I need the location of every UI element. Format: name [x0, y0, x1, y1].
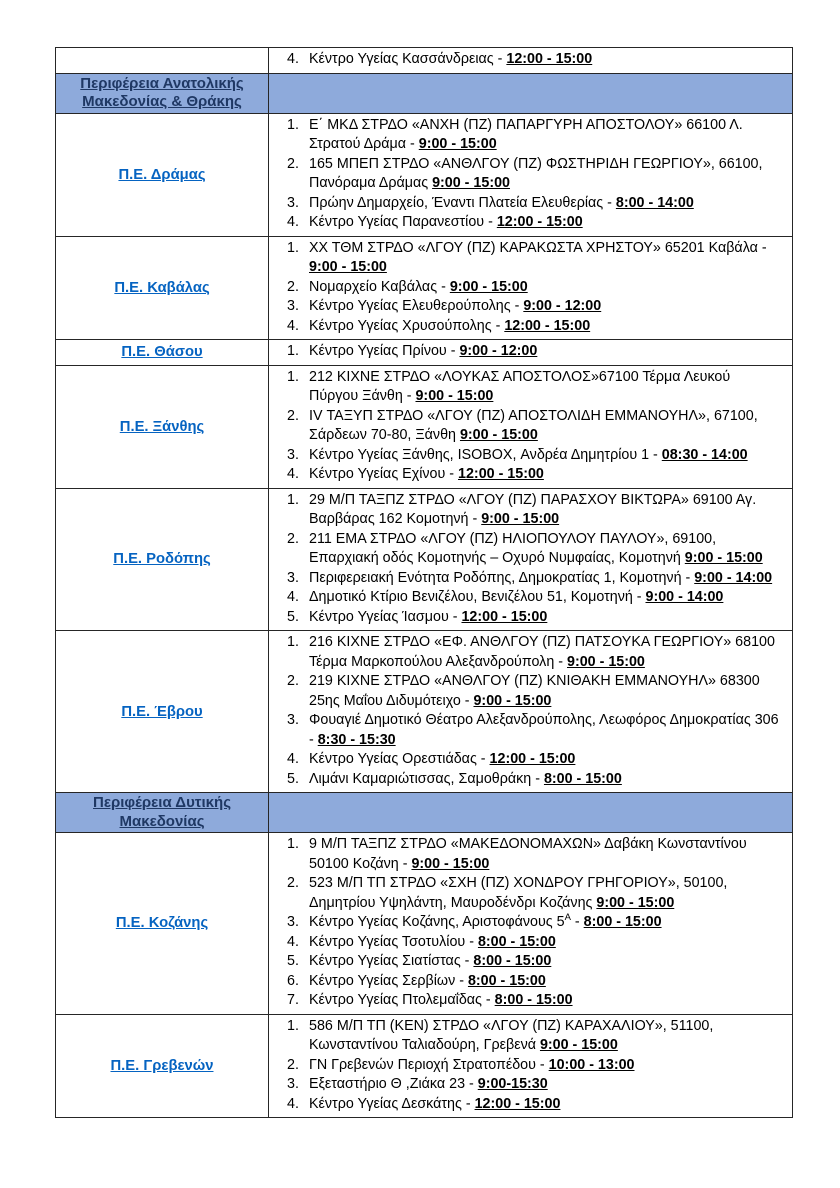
location-item: 1. Κέντρο Υγείας Πρίνου - 9:00 - 12:00 [287, 342, 780, 362]
opening-hours: 9:00 - 15:00 [411, 855, 490, 872]
opening-hours: 8:00 - 15:00 [543, 770, 622, 787]
location-item-number: 1. [287, 634, 299, 650]
schedule-table-body [56, 48, 793, 1118]
location-item-number: 3. [287, 446, 299, 463]
regional-unit-cell-kozanis [56, 833, 269, 1015]
location-item-number: 4. [287, 466, 299, 482]
region-link-thasou[interactable]: Π.Ε. Θάσου [121, 344, 203, 361]
region-group-title-line: Μακεδονίας & Θράκης [82, 93, 242, 110]
location-item: 3. Κέντρο Υγείας Ελευθερούπολης - 9:00 - 12:00 [287, 297, 780, 317]
location-item-number: 4. [287, 751, 299, 767]
opening-hours: 9:00 - 15:00 [449, 278, 528, 295]
region-group-title-anatolikis-makedonias-thrakis [56, 73, 269, 113]
opening-hours: 8:00 - 15:00 [583, 914, 662, 930]
opening-hours: 9:00 - 14:00 [694, 569, 773, 586]
region-group-title-dytikis-makedonias [56, 793, 269, 833]
opening-hours: 8:00 - 15:00 [473, 953, 552, 969]
region-link-xanthis[interactable]: Π.Ε. Ξάνθης [119, 418, 205, 435]
location-item: 4. Κέντρο Υγείας Χρυσούπολης - 12:00 - 15:00 [287, 317, 780, 337]
location-item-number: 5. [287, 770, 299, 787]
opening-hours: 12:00 - 15:00 [474, 1095, 561, 1112]
location-list-rodopis [269, 488, 793, 631]
location-item: 3. Περιφερειακή Ενότητα Ροδόπης, Δημοκρατίας 1, Κομοτηνή - 9:00 - 14:00 [287, 569, 780, 589]
location-item: 1. Ε΄ ΜΚΔ ΣΤΡΔΟ «ΑΝΧΗ (ΠΖ) ΠΑΠΑΡΓΥΡΗ ΑΠΟΣΤΟΛΟΥ» 66100 Λ. Στρατού Δράμα - 9:00 - 15:00 [287, 116, 743, 152]
regional-unit-row [56, 113, 793, 236]
region-link-rodopis[interactable]: Π.Ε. Ροδόπης [113, 551, 211, 568]
location-item: 3. Κέντρο Υγείας Ξάνθης, ISOBOX, Ανδρέα Δημητρίου 1 - 08:30 - 14:00 [287, 446, 780, 466]
location-item: 4. Κέντρο Υγείας Εχίνου - 12:00 - 15:00 [287, 465, 780, 485]
opening-hours: 9:00 - 15:00 [415, 388, 494, 404]
regional-unit-row [56, 488, 793, 631]
location-list-continuation [269, 48, 793, 74]
opening-hours: 9:00 - 15:00 [596, 894, 675, 911]
region-group-title-line: Περιφέρεια Δυτικής [93, 794, 231, 811]
location-item: 4. Κέντρο Υγείας Τσοτυλίου - 8:00 - 15:00 [287, 933, 780, 953]
opening-hours: 12:00 - 15:00 [461, 608, 548, 625]
location-list-thasou [269, 340, 793, 366]
location-item: 1. 212 ΚΙΧΝΕ ΣΤΡΔΟ «ΛΟΥΚΑΣ ΑΠΟΣΤΟΛΟΣ»67100 Τέρμα Λευκού Πύργου Ξάνθη - 9:00 - 15:00 [287, 368, 731, 404]
regional-unit-cell-xanthis [56, 365, 269, 488]
location-item: 1. ΧΧ ΤΘΜ ΣΤΡΔΟ «ΛΓΟΥ (ΠΖ) ΚΑΡΑΚΩΣΤΑ ΧΡΗΣΤΟΥ» 65201 Καβάλα - 9:00 - 15:00 [287, 239, 767, 275]
opening-hours: 8:00 - 14:00 [615, 194, 694, 211]
location-item: 3. Φουαγιέ Δημοτικό Θέατρο Αλεξανδρούπολης, Λεωφόρος Δημοκρατίας 306 - 8:30 - 15:30 [287, 712, 779, 748]
opening-hours: 8:30 - 15:30 [317, 731, 396, 748]
regional-unit-row [56, 833, 793, 1015]
location-item-number: 4. [287, 214, 299, 230]
region-link-kavalas[interactable]: Π.Ε. Καβάλας [114, 279, 210, 296]
opening-hours: 9:00 - 15:00 [418, 136, 497, 152]
location-item-number: 3. [287, 1076, 299, 1092]
region-group-empty-cell [269, 73, 793, 113]
opening-hours: 9:00 - 15:00 [473, 692, 552, 709]
location-item-number: 1. [287, 239, 299, 256]
regional-unit-cell-grevenon [56, 1014, 269, 1118]
regional-unit-cell-empty [56, 48, 269, 74]
opening-hours: 9:00 - 15:00 [309, 259, 387, 275]
location-item-number: 7. [287, 992, 299, 1008]
location-item: 1. 29 Μ/Π ΤΑΞΠΖ ΣΤΡΔΟ «ΛΓΟΥ (ΠΖ) ΠΑΡΑΣΧΟΥ ΒΙΚΤΩΡΑ» 69100 Αγ. Βαρβάρας 162 Κομοτηνή - 9:00 - 15:00 [287, 491, 757, 527]
opening-hours: 08:30 - 14:00 [661, 446, 748, 463]
opening-hours: 9:00 - 15:00 [567, 653, 645, 670]
regional-unit-row [56, 340, 793, 366]
opening-hours: 12:00 - 15:00 [489, 751, 576, 767]
regional-unit-row [56, 365, 793, 488]
location-item-number: 5. [287, 608, 299, 625]
region-link-grevenon[interactable]: Π.Ε. Γρεβενών [110, 1057, 214, 1074]
location-item: 4. Κέντρο Υγείας Ορεστιάδας - 12:00 - 15:00 [287, 750, 780, 770]
location-item: 1. 586 Μ/Π ΤΠ (ΚΕΝ) ΣΤΡΔΟ «ΛΓΟΥ (ΠΖ) ΚΑΡΑΧΑΛΙΟΥ», 51100, Κωνσταντίνου Ταλιαδούρη, Γρεβενά 9:00 - 15:00 [287, 1017, 714, 1053]
regional-unit-cell-dramas [56, 113, 269, 236]
opening-hours: 8:00 - 15:00 [477, 933, 556, 950]
opening-hours: 9:00 - 15:00 [684, 550, 763, 566]
location-item-number: 1. [287, 343, 299, 359]
location-item-number: 1. [287, 1017, 299, 1034]
superscript-text: Α [564, 912, 571, 924]
location-item-number: 2. [287, 530, 299, 547]
region-link-kozanis[interactable]: Π.Ε. Κοζάνης [115, 915, 209, 932]
location-item-number: 3. [287, 298, 299, 314]
location-item: 3. Πρώην Δημαρχείο, Έναντι Πλατεία Ελευθερίας - 8:00 - 14:00 [287, 194, 780, 214]
location-item: 5. Κέντρο Υγείας Σιατίστας - 8:00 - 15:00 [287, 952, 780, 972]
regional-unit-cell-rodopis [56, 488, 269, 631]
location-item-number: 4. [287, 317, 299, 334]
location-item-number: 2. [287, 673, 299, 689]
opening-hours: 9:00 - 15:00 [539, 1037, 618, 1053]
location-item-number: 1. [287, 368, 299, 385]
location-item-number: 4. [287, 933, 299, 950]
location-item-number: 1. [287, 116, 299, 133]
opening-hours: 9:00-15:30 [477, 1076, 548, 1092]
location-item-number: 2. [287, 155, 299, 172]
opening-hours: 8:00 - 15:00 [467, 972, 546, 989]
opening-hours: 9:00 - 12:00 [459, 343, 538, 359]
location-item-number: 3. [287, 712, 299, 728]
location-item: 7. Κέντρο Υγείας Πτολεμαΐδας - 8:00 - 15:00 [287, 991, 780, 1011]
region-group-header-row [56, 73, 793, 113]
location-list-dramas [269, 113, 793, 236]
opening-hours: 12:00 - 15:00 [504, 317, 591, 334]
opening-hours: 12:00 - 15:00 [506, 51, 593, 67]
location-list-xanthis [269, 365, 793, 488]
regional-unit-row [56, 631, 793, 793]
location-item-number: 2. [287, 278, 299, 295]
region-link-dramas[interactable]: Π.Ε. Δράμας [118, 166, 206, 183]
location-item-number: 5. [287, 953, 299, 969]
location-item: 3. Εξεταστήριο Θ ,Ζιάκα 23 - 9:00-15:30 [287, 1075, 780, 1095]
location-item-number: 4. [287, 589, 299, 605]
location-item: 1. 9 Μ/Π ΤΑΞΠΖ ΣΤΡΔΟ «ΜΑΚΕΔΟΝΟΜΑΧΩΝ» Δαβάκη Κωνσταντίνου 50100 Κοζάνη - 9:00 - 15:00 [287, 836, 747, 872]
location-item: 2. 523 Μ/Π ΤΠ ΣΤΡΔΟ «ΣΧΗ (ΠΖ) ΧΟΝΔΡΟΥ ΓΡΗΓΟΡΙΟΥ», 50100, Δημητρίου Υψηλάντη, Μαυροδένδρι Κοζάνης 9:00 - 15:00 [287, 875, 728, 911]
location-item: 2. ΓΝ Γρεβενών Περιοχή Στρατοπέδου - 10:00 - 13:00 [287, 1056, 780, 1076]
location-item-number: 6. [287, 972, 299, 989]
regional-unit-cell-evrou [56, 631, 269, 793]
regional-unit-row [56, 48, 793, 74]
region-group-header-row [56, 793, 793, 833]
location-item-number: 2. [287, 1056, 299, 1073]
location-item: 2. IV ΤΑΞΥΠ ΣΤΡΔΟ «ΛΓΟΥ (ΠΖ) ΑΠΟΣΤΟΛΙΔΗ ΕΜΜΑΝΟΥΗΛ», 67100, Σάρδεων 70-80, Ξάνθη 9:00 - 15:00 [287, 407, 758, 443]
location-item: 2. Νομαρχείο Καβάλας - 9:00 - 15:00 [287, 278, 780, 298]
opening-hours: 10:00 - 13:00 [548, 1056, 635, 1073]
opening-hours: 9:00 - 15:00 [481, 511, 560, 527]
opening-hours: 9:00 - 12:00 [523, 298, 602, 314]
opening-hours: 12:00 - 15:00 [496, 214, 583, 230]
location-item-number: 3. [287, 194, 299, 211]
location-item-number: 2. [287, 407, 299, 424]
regional-unit-cell-thasou [56, 340, 269, 366]
location-item: 2. 211 ΕΜΑ ΣΤΡΔΟ «ΛΓΟΥ (ΠΖ) ΗΛΙΟΠΟΥΛΟΥ ΠΑΥΛΟΥ», 69100, Επαρχιακή οδός Κομοτηνής – Οχυρό Νυμφαίας, Κομοτηνή 9:00 - 15:00 [287, 530, 763, 566]
region-link-evrou[interactable]: Π.Ε. Έβρου [121, 703, 203, 720]
opening-hours: 9:00 - 15:00 [459, 427, 538, 443]
location-item: 4. Δημοτικό Κτίριο Βενιζέλου, Βενιζέλου 51, Κομοτηνή - 9:00 - 14:00 [287, 588, 780, 608]
location-item: 6. Κέντρο Υγείας Σερβίων - 8:00 - 15:00 [287, 972, 780, 992]
location-item: 1. 216 ΚΙΧΝΕ ΣΤΡΔΟ «ΕΦ. ΑΝΘΛΓΟΥ (ΠΖ) ΠΑΤΣΟΥΚΑ ΓΕΩΡΓΙΟΥ» 68100 Τέρμα Μαρκοπούλου Αλεξανδρούπολη - 9:00 - 15:00 [287, 634, 775, 670]
location-item: 2. 165 ΜΠΕΠ ΣΤΡΔΟ «ΑΝΘΛΓΟΥ (ΠΖ) ΦΩΣΤΗΡΙΔΗ ΓΕΩΡΓΙΟΥ», 66100, Πανόραμα Δράμας 9:00 - 15:00 [287, 155, 763, 191]
location-list-kozanis [269, 833, 793, 1015]
location-item-number: 4. [287, 1095, 299, 1112]
location-item: 5. Κέντρο Υγείας Ίασμου - 12:00 - 15:00 [287, 608, 780, 628]
regional-unit-row [56, 236, 793, 340]
opening-hours: 9:00 - 14:00 [645, 589, 724, 605]
location-list-kavalas [269, 236, 793, 340]
location-list-grevenon [269, 1014, 793, 1118]
health-centers-schedule-table [55, 47, 793, 1118]
opening-hours: 9:00 - 15:00 [432, 175, 510, 191]
regional-unit-row [56, 1014, 793, 1118]
location-item-number: 3. [287, 914, 299, 930]
location-item: 4. Κέντρο Υγείας Κασσάνδρειας - 12:00 - 15:00 [287, 50, 780, 70]
location-item: 4. Κέντρο Υγείας Δεσκάτης - 12:00 - 15:00 [287, 1095, 780, 1115]
opening-hours: 12:00 - 15:00 [458, 466, 544, 482]
region-group-empty-cell [269, 793, 793, 833]
region-group-title-line: Μακεδονίας [119, 812, 205, 830]
location-item-number: 3. [287, 569, 299, 586]
location-item-number: 1. [287, 491, 299, 508]
opening-hours: 8:00 - 15:00 [494, 992, 573, 1008]
location-item-number: 1. [287, 836, 299, 852]
location-list-evrou [269, 631, 793, 793]
region-group-title-line: Περιφέρεια Ανατολικής [80, 74, 244, 92]
location-item: 5. Λιμάνι Καμαριώτισσας, Σαμοθράκη - 8:00 - 15:00 [287, 770, 780, 790]
location-item: 3. Κέντρο Υγείας Κοζάνης, Αριστοφάνους $5^A$ - 8:00 - 15:00 [287, 913, 780, 933]
location-item-number: 2. [287, 875, 299, 891]
location-item-number: 4. [287, 51, 299, 67]
location-item: 2. 219 ΚΙΧΝΕ ΣΤΡΔΟ «ΑΝΘΛΓΟΥ (ΠΖ) ΚΝΙΘΑΚΗ ΕΜΜΑΝΟΥΗΛ» 68300 25ης Μαΐου Διδυμότειχο - 9:00 - 15:00 [287, 673, 760, 709]
regional-unit-cell-kavalas [56, 236, 269, 340]
location-item: 4. Κέντρο Υγείας Παρανεστίου - 12:00 - 15:00 [287, 213, 780, 233]
